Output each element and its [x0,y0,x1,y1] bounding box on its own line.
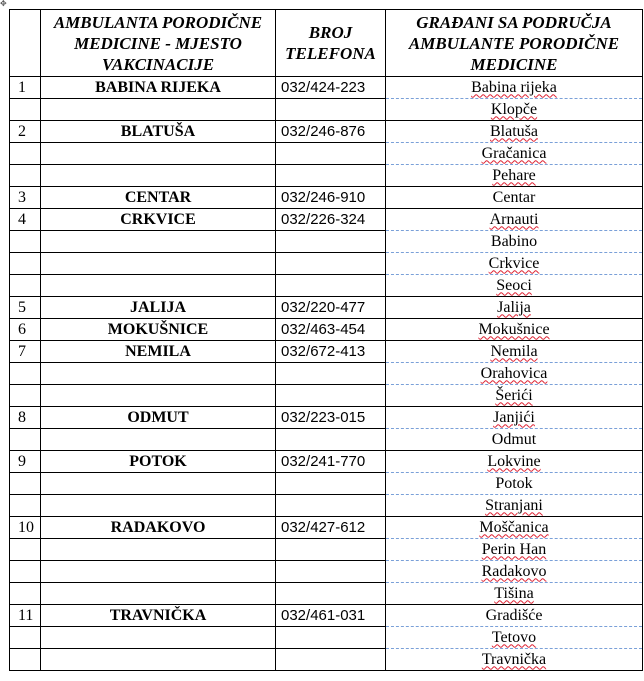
ambulanta-cell [41,561,276,583]
place-name: Seoci [496,276,532,294]
ambulanta-cell: MOKUŠNICE [41,319,276,341]
place-cell [386,583,643,605]
row-number-cell [10,165,41,187]
table-row [10,539,643,561]
place-name: Jalija [497,298,531,316]
place-name: Pehare [492,166,536,184]
table-row [10,473,643,495]
phone-cell [276,649,386,671]
ambulanta-cell: ODMUT [41,407,276,429]
row-number-cell: 2 [10,121,41,143]
phone-cell [276,363,386,385]
place-cell [386,253,643,275]
phone-cell [276,165,386,187]
row-number-cell: 8 [10,407,41,429]
row-number-cell [10,627,41,649]
place-cell [386,99,643,121]
ambulanta-cell [41,583,276,605]
phone-cell [276,627,386,649]
table-row [10,143,643,165]
header-number [10,10,41,77]
place-name: Babina rijeka [471,78,557,96]
header-telefon: BROJ TELEFONA [276,10,386,77]
table-row [10,451,643,473]
place-cell [386,231,643,253]
table-row [10,605,643,627]
phone-cell [276,275,386,297]
place-name: Šerići [495,386,533,404]
phone-cell: 032/223-015 [276,407,386,429]
place-cell [386,143,643,165]
ambulanta-cell: BLATUŠA [41,121,276,143]
place-name: Gradišće [485,606,543,624]
place-cell [386,473,643,495]
ambulanta-cell [41,627,276,649]
table-row [10,627,643,649]
place-name: Stranjani [485,496,543,514]
row-number-cell: 6 [10,319,41,341]
phone-cell [276,99,386,121]
place-cell [386,319,643,341]
place-name: Arnauti [489,210,539,228]
phone-cell [276,495,386,517]
place-cell [386,495,643,517]
place-cell [386,407,643,429]
table-row [10,77,643,99]
phone-cell: 032/226-324 [276,209,386,231]
phone-cell: 032/246-910 [276,187,386,209]
phone-cell: 032/246-876 [276,121,386,143]
place-cell [386,451,643,473]
table-body [10,77,643,671]
place-name: Perin Han [481,540,547,558]
place-cell [386,539,643,561]
ambulanta-cell [41,429,276,451]
phone-cell [276,385,386,407]
row-number-cell [10,385,41,407]
row-number-cell [10,539,41,561]
row-number-cell: 7 [10,341,41,363]
row-number-cell [10,495,41,517]
ambulanta-cell [41,539,276,561]
table-row [10,495,643,517]
table-row [10,121,643,143]
place-cell [386,77,643,99]
phone-cell: 032/220-477 [276,297,386,319]
row-number-cell [10,231,41,253]
ambulanta-cell [41,231,276,253]
table-row [10,253,643,275]
table-row [10,429,643,451]
vaccination-table [9,9,643,671]
header-ambulanta: AMBULANTA PORODIČNE MEDICINE - MJESTO VAKCINACIJE [41,10,276,77]
phone-cell: 032/427-612 [276,517,386,539]
place-cell [386,627,643,649]
place-name: Mokušnice [478,320,550,338]
place-name: Lokvine [487,452,541,470]
place-name: Moščanica [479,518,549,536]
phone-cell: 032/241-770 [276,451,386,473]
table-row [10,165,643,187]
place-name: Tetovo [491,628,537,646]
place-cell [386,297,643,319]
phone-cell [276,473,386,495]
table-row [10,407,643,429]
ambulanta-cell: JALIJA [41,297,276,319]
place-cell [386,275,643,297]
place-cell [386,517,643,539]
table-row [10,649,643,671]
table-row [10,561,643,583]
row-number-cell: 11 [10,605,41,627]
ambulanta-cell [41,473,276,495]
table-row [10,363,643,385]
place-name: Crkvice [488,254,540,272]
place-cell [386,561,643,583]
place-cell [386,605,643,627]
place-cell [386,121,643,143]
header-row [10,10,643,77]
place-cell [386,165,643,187]
ambulanta-cell [41,363,276,385]
place-name: Blatuša [490,122,538,140]
ambulanta-cell: NEMILA [41,341,276,363]
ambulanta-cell [41,649,276,671]
phone-cell: 032/463-454 [276,319,386,341]
place-cell [386,429,643,451]
place-name: Klopče [490,100,538,118]
place-cell [386,385,643,407]
table-row [10,385,643,407]
ambulanta-cell: POTOK [41,451,276,473]
phone-cell: 032/672-413 [276,341,386,363]
place-name: Nemila [490,342,538,360]
ambulanta-cell [41,495,276,517]
ambulanta-cell [41,99,276,121]
table-row [10,209,643,231]
row-number-cell [10,583,41,605]
place-name: Gračanica [481,144,547,162]
place-cell [386,363,643,385]
place-name: Tišina [494,584,534,602]
ambulanta-cell: RADAKOVO [41,517,276,539]
place-name: Centar [492,188,536,206]
phone-cell [276,561,386,583]
place-cell [386,649,643,671]
row-number-cell [10,275,41,297]
row-number-cell [10,473,41,495]
place-name: Potok [495,474,533,492]
phone-cell [276,253,386,275]
row-number-cell: 5 [10,297,41,319]
ambulanta-cell: TRAVNIČKA [41,605,276,627]
row-number-cell: 4 [10,209,41,231]
table-row [10,99,643,121]
row-number-cell [10,363,41,385]
place-name: Orahovica [480,364,548,382]
ambulanta-cell [41,165,276,187]
row-number-cell [10,143,41,165]
row-number-cell: 9 [10,451,41,473]
row-number-cell [10,649,41,671]
phone-cell: 032/461-031 [276,605,386,627]
header-gradjani: GRAĐANI SA PODRUČJA AMBULANTE PORODIČNE MEDICINE [386,10,643,77]
table-row [10,297,643,319]
place-name: Radakovo [481,562,547,580]
row-number-cell [10,429,41,451]
ambulanta-cell: BABINA RIJEKA [41,77,276,99]
table-row [10,231,643,253]
row-number-cell [10,99,41,121]
place-name: Babino [490,232,538,250]
table-move-handle-icon[interactable]: ✥ [0,0,7,8]
phone-cell [276,583,386,605]
place-name: Odmut [491,430,537,448]
phone-cell [276,143,386,165]
ambulanta-cell: CRKVICE [41,209,276,231]
table-row [10,275,643,297]
ambulanta-cell: CENTAR [41,187,276,209]
place-name: Janjići [493,408,535,426]
place-name: Travnička [481,650,547,668]
place-cell [386,341,643,363]
place-cell [386,209,643,231]
ambulanta-cell [41,253,276,275]
row-number-cell: 10 [10,517,41,539]
row-number-cell [10,253,41,275]
row-number-cell [10,561,41,583]
table-row [10,319,643,341]
phone-cell: 032/424-223 [276,77,386,99]
ambulanta-cell [41,275,276,297]
place-cell [386,187,643,209]
row-number-cell: 3 [10,187,41,209]
ambulanta-cell [41,143,276,165]
table-row [10,341,643,363]
table-row [10,187,643,209]
ambulanta-cell [41,385,276,407]
table-row [10,583,643,605]
row-number-cell: 1 [10,77,41,99]
table-row [10,517,643,539]
phone-cell [276,429,386,451]
phone-cell [276,231,386,253]
phone-cell [276,539,386,561]
